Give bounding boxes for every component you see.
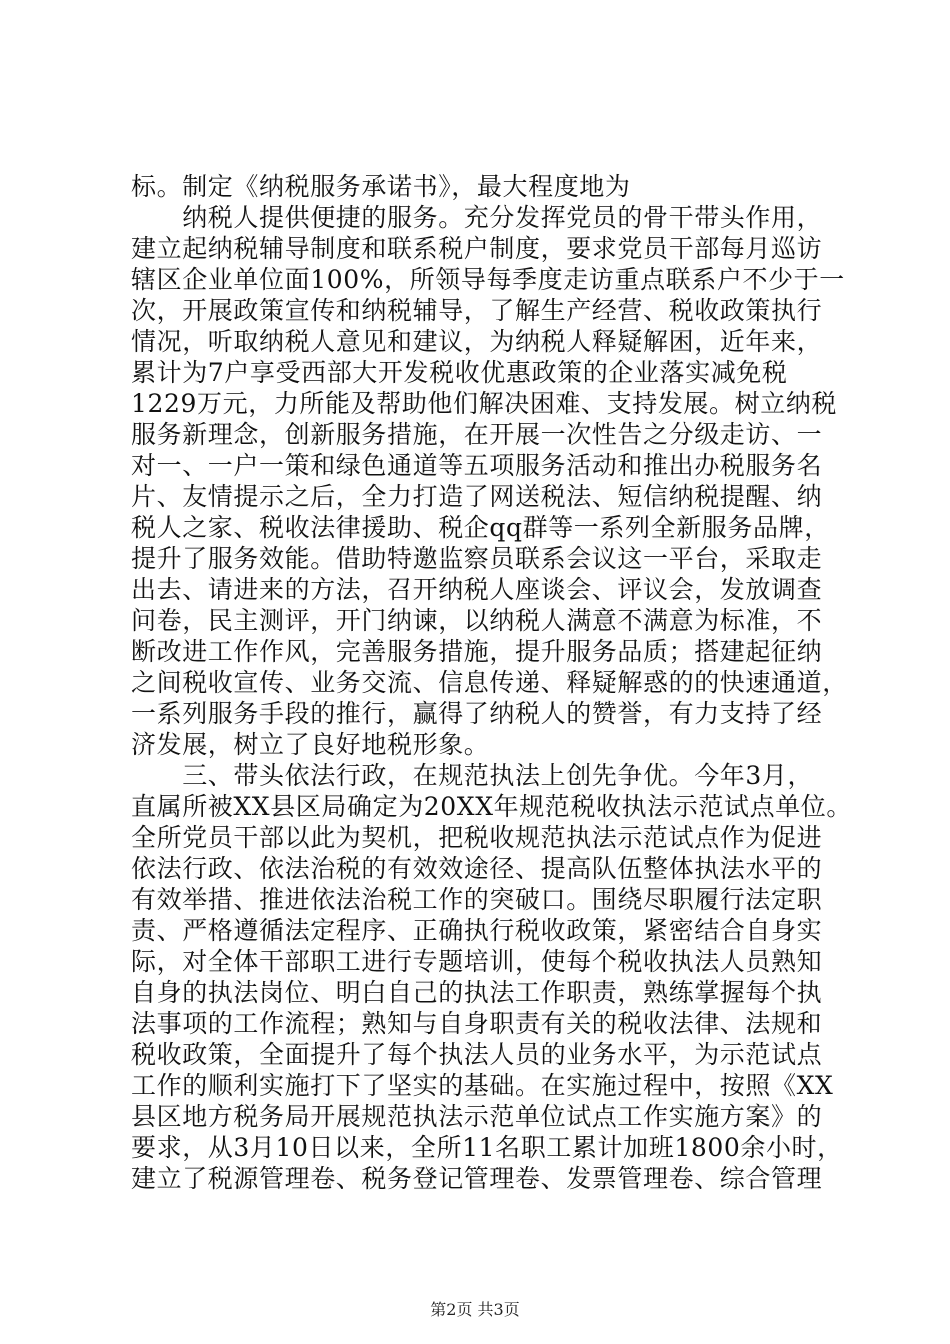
text-line: 有效举措、推进依法治税工作的突破口。围绕尽职履行法定职 (131, 885, 823, 914)
text-line: 责、严格遵循法定程序、正确执行税收政策，紧密结合自身实 (131, 916, 823, 945)
text-line: 服务新理念，创新服务措施，在开展一次性告之分级走访、一 (131, 420, 823, 449)
text-line: 税收政策，全面提升了每个执法人员的业务水平，为示范试点 (131, 1040, 823, 1069)
text-line: 对一、一户一策和绿色通道等五项服务活动和推出办税服务名 (131, 451, 823, 480)
page-number-footer: 第2页 共3页 (430, 1300, 520, 1319)
text-line: 工作的顺利实施打下了坚实的基础。在实施过程中，按照《XX (131, 1071, 834, 1100)
text-line: 县区地方税务局开展规范执法示范单位试点工作实施方案》的 (131, 1102, 823, 1131)
text-line: 自身的执法岗位、明白自己的执法工作职责，熟练掌握每个执 (131, 978, 823, 1007)
text-line: 累计为7户享受西部大开发税收优惠政策的企业落实减免税 (131, 358, 788, 387)
text-line: 法事项的工作流程；熟知与自身职责有关的税收法律、法规和 (131, 1009, 823, 1038)
text-line: 要求，从3月10日以来，全所11名职工累计加班1800余小时， (131, 1133, 843, 1162)
text-line: 际，对全体干部职工进行专题培训，使每个税收执法人员熟知 (131, 947, 823, 976)
text-line: 建立了税源管理卷、税务登记管理卷、发票管理卷、综合管理 (131, 1164, 823, 1193)
text-line: 济发展，树立了良好地税形象。 (131, 730, 490, 759)
text-line: 问卷，民主测评，开门纳谏，以纳税人满意不满意为标准，不 (131, 606, 823, 635)
text-line: 辖区企业单位面100%，所领导每季度走访重点联系户不少于一 (131, 265, 845, 294)
text-line: 次，开展政策宣传和纳税辅导，了解生产经营、税收政策执行 (131, 296, 823, 325)
text-line: 纳税人提供便捷的服务。充分发挥党员的骨干带头作用， (131, 203, 823, 232)
text-line: 税人之家、税收法律援助、税企qq群等一系列全新服务品牌， (131, 513, 830, 542)
text-line: 片、友情提示之后，全力打造了网送税法、短信纳税提醒、纳 (131, 482, 823, 511)
text-line: 标。制定《纳税服务承诺书》，最大程度地为 (131, 172, 631, 201)
text-line: 全所党员干部以此为契机，把税收规范执法示范试点作为促进 (131, 823, 823, 852)
text-line: 三、带头依法行政，在规范执法上创先争优。今年3月， (131, 761, 814, 790)
text-line: 建立起纳税辅导制度和联系税户制度，要求党员干部每月巡访 (131, 234, 823, 263)
text-line: 一系列服务手段的推行，赢得了纳税人的赞誉，有力支持了经 (131, 699, 823, 728)
text-line: 直属所被XX县区局确定为20XX年规范税收执法示范试点单位。 (131, 792, 853, 821)
text-line: 断改进工作作风，完善服务措施，提升服务品质；搭建起征纳 (131, 637, 823, 666)
text-line: 提升了服务效能。借助特邀监察员联系会议这一平台，采取走 (131, 544, 823, 573)
text-line: 之间税收宣传、业务交流、信息传递、释疑解惑的的快速通道， (131, 668, 848, 697)
text-line: 出去、请进来的方法，召开纳税人座谈会、评议会，发放调查 (131, 575, 823, 604)
text-line: 依法行政、依法治税的有效效途径、提高队伍整体执法水平的 (131, 854, 823, 883)
text-line: 情况，听取纳税人意见和建议，为纳税人释疑解困，近年来， (131, 327, 823, 356)
text-line: 1229万元，力所能及帮助他们解决困难、支持发展。树立纳税 (131, 389, 838, 418)
